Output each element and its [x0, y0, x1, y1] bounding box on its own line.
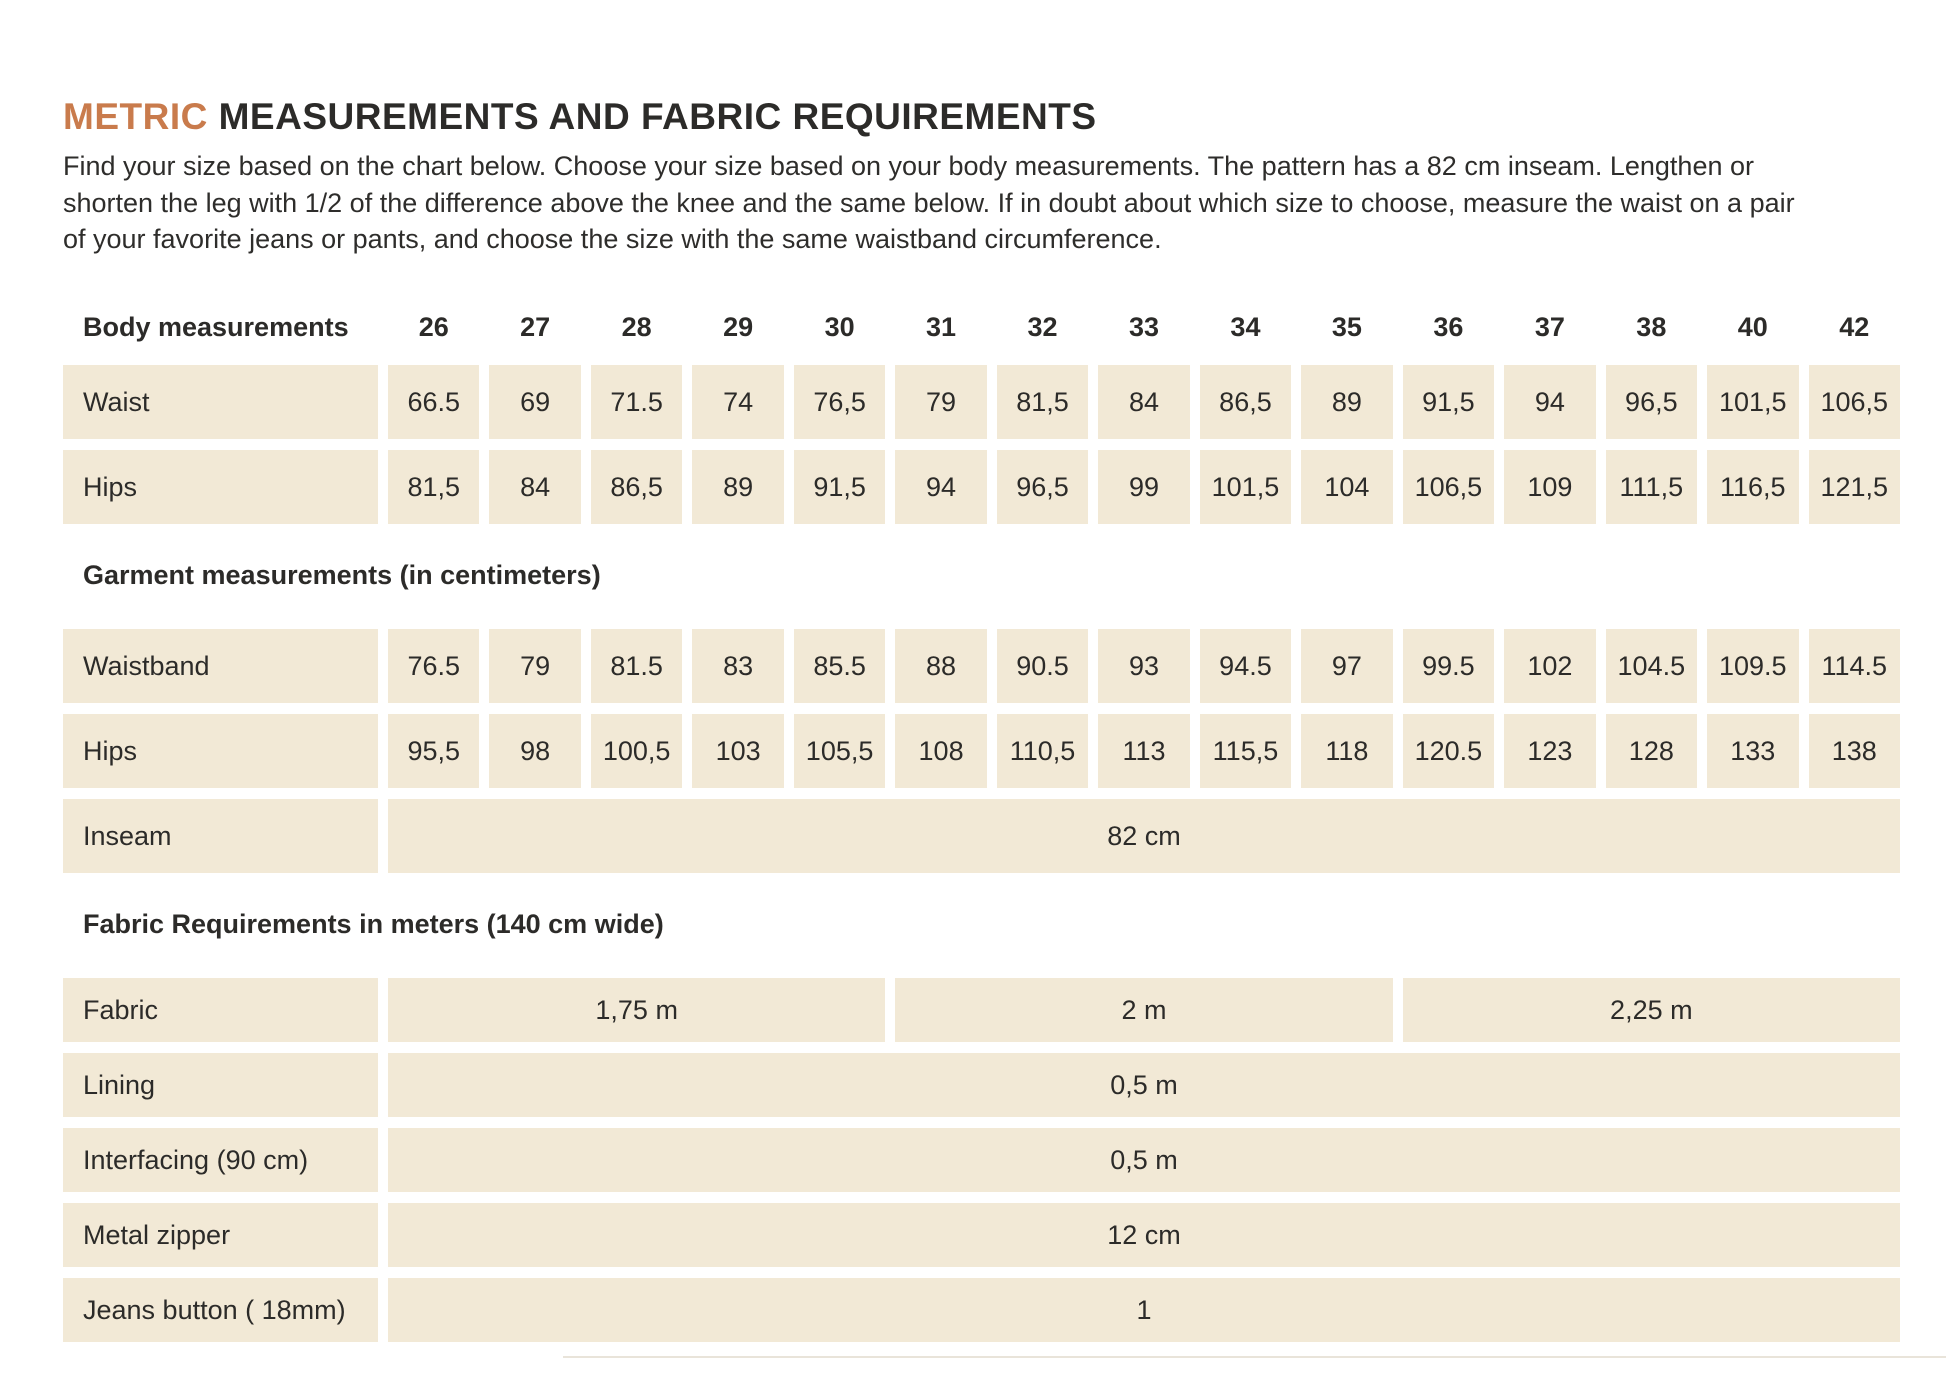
garment-hips-value-cell: 95,5	[388, 714, 479, 788]
size-column-header: 42	[1839, 312, 1870, 343]
hips-value-cell: 116,5	[1707, 450, 1798, 524]
garment-hips-value-cell: 100,5	[591, 714, 682, 788]
garment-hips-value-cell: 110,5	[997, 714, 1088, 788]
hips-row-label: Hips	[63, 450, 378, 524]
garment-measurements-heading: Garment measurements (in centimeters)	[83, 560, 601, 591]
hips-row	[63, 450, 1900, 524]
size-column-header: 35	[1331, 312, 1362, 343]
garment-hips-value-cell: 115,5	[1200, 714, 1291, 788]
body-measurement-rows	[63, 365, 1900, 524]
size-column-header: 36	[1433, 312, 1464, 343]
garment-hips-value-cell: 138	[1809, 714, 1900, 788]
waist-value-cell: 81,5	[997, 365, 1088, 439]
size-column-header: 32	[1027, 312, 1058, 343]
waist-value-cell: 96,5	[1606, 365, 1697, 439]
jeans-button-value-cell: 1	[388, 1278, 1900, 1342]
page-title-accent: METRIC	[63, 96, 208, 137]
hips-value-cell: 96,5	[997, 450, 1088, 524]
body-measurements-header: Body measurements	[83, 312, 349, 343]
size-column-header: 28	[621, 312, 652, 343]
hips-value-cell: 104	[1301, 450, 1392, 524]
size-column-header: 40	[1737, 312, 1768, 343]
garment-hips-row	[63, 714, 1900, 788]
waist-value-cell: 79	[895, 365, 986, 439]
metal-zipper-value-cell: 12 cm	[388, 1203, 1900, 1267]
hips-value-cell: 94	[895, 450, 986, 524]
garment-hips-value-cell: 103	[692, 714, 783, 788]
size-column-header: 26	[418, 312, 449, 343]
waist-value-cell: 66.5	[388, 365, 479, 439]
waistband-value-cell: 81.5	[591, 629, 682, 703]
waist-value-cell: 89	[1301, 365, 1392, 439]
fabric-row-label: Fabric	[63, 978, 378, 1042]
garment-hips-value-cell: 128	[1606, 714, 1697, 788]
garment-measurement-rows	[63, 629, 1900, 873]
size-header-row	[63, 312, 1900, 343]
fabric-requirements-heading: Fabric Requirements in meters (140 cm wide)	[83, 909, 664, 940]
hips-value-cell: 109	[1504, 450, 1595, 524]
fabric-row	[63, 978, 1900, 1042]
lining-value-cell: 0,5 m	[388, 1053, 1900, 1117]
fabric-amount-cell: 2,25 m	[1403, 978, 1900, 1042]
inseam-row-label: Inseam	[63, 799, 378, 873]
garment-hips-value-cell: 108	[895, 714, 986, 788]
waist-value-cell: 74	[692, 365, 783, 439]
waist-row	[63, 365, 1900, 439]
waistband-value-cell: 97	[1301, 629, 1392, 703]
waistband-value-cell: 79	[489, 629, 580, 703]
interfacing-row	[63, 1128, 1900, 1192]
garment-hips-value-cell: 98	[489, 714, 580, 788]
interfacing-row-label: Interfacing (90 cm)	[63, 1128, 378, 1192]
waist-value-cell: 94	[1504, 365, 1595, 439]
hips-value-cell: 101,5	[1200, 450, 1291, 524]
size-column-header: 37	[1534, 312, 1565, 343]
waistband-value-cell: 88	[895, 629, 986, 703]
waistband-row	[63, 629, 1900, 703]
garment-hips-value-cell: 123	[1504, 714, 1595, 788]
hips-value-cell: 81,5	[388, 450, 479, 524]
garment-hips-value-cell: 113	[1098, 714, 1189, 788]
garment-hips-value-cell: 105,5	[794, 714, 885, 788]
interfacing-value-cell: 0,5 m	[388, 1128, 1900, 1192]
hips-value-cell: 111,5	[1606, 450, 1697, 524]
metal-zipper-row	[63, 1203, 1900, 1267]
garment-hips-value-cell: 133	[1707, 714, 1798, 788]
fabric-requirement-rows	[63, 978, 1900, 1342]
waistband-value-cell: 76.5	[388, 629, 479, 703]
hips-value-cell: 91,5	[794, 450, 885, 524]
hips-value-cell: 89	[692, 450, 783, 524]
waistband-value-cell: 85.5	[794, 629, 885, 703]
bottom-divider	[563, 1356, 1946, 1358]
size-chart	[63, 312, 1900, 1358]
jeans-button-row	[63, 1278, 1900, 1342]
waistband-value-cell: 94.5	[1200, 629, 1291, 703]
waist-value-cell: 106,5	[1809, 365, 1900, 439]
waistband-value-cell: 93	[1098, 629, 1189, 703]
waistband-value-cell: 109.5	[1707, 629, 1798, 703]
garment-hips-value-cell: 118	[1301, 714, 1392, 788]
size-column-header: 34	[1230, 312, 1261, 343]
lining-row-label: Lining	[63, 1053, 378, 1117]
fabric-amount-cell: 2 m	[895, 978, 1392, 1042]
size-column-header: 33	[1128, 312, 1160, 343]
page-title	[63, 96, 1900, 138]
hips-value-cell: 99	[1098, 450, 1189, 524]
fabric-amount-cell: 1,75 m	[388, 978, 885, 1042]
waistband-value-cell: 102	[1504, 629, 1595, 703]
jeans-button-row-label: Jeans button ( 18mm)	[63, 1278, 378, 1342]
metal-zipper-row-label: Metal zipper	[63, 1203, 378, 1267]
waistband-value-cell: 104.5	[1606, 629, 1697, 703]
page-title-rest: MEASUREMENTS AND FABRIC REQUIREMENTS	[207, 96, 1097, 137]
hips-value-cell: 86,5	[591, 450, 682, 524]
waist-value-cell: 69	[489, 365, 580, 439]
waist-value-cell: 71.5	[591, 365, 682, 439]
waistband-row-label: Waistband	[63, 629, 378, 703]
size-column-header: 29	[723, 312, 754, 343]
waist-value-cell: 84	[1098, 365, 1189, 439]
waist-value-cell: 101,5	[1707, 365, 1798, 439]
inseam-value-cell: 82 cm	[388, 799, 1900, 873]
hips-value-cell: 121,5	[1809, 450, 1900, 524]
hips-value-cell: 84	[489, 450, 580, 524]
waistband-value-cell: 114.5	[1809, 629, 1900, 703]
inseam-row	[63, 799, 1900, 873]
waistband-value-cell: 99.5	[1403, 629, 1494, 703]
size-column-header: 30	[824, 312, 855, 343]
waistband-value-cell: 83	[692, 629, 783, 703]
waist-value-cell: 76,5	[794, 365, 885, 439]
intro-paragraph: Find your size based on the chart below. Choose your size based on your body measurements. The pattern has a 82 cm inseam. Lengthen or shorten the leg with 1/2 of the difference above the knee and the same below. If in doubt about which size to choose, measure the waist on a pair of your favorite jeans or pants, and choose the size with the same waistband circumference.	[63, 151, 1795, 255]
lining-row	[63, 1053, 1900, 1117]
hips-value-cell: 106,5	[1403, 450, 1494, 524]
waist-row-label: Waist	[63, 365, 378, 439]
garment-hips-row-label: Hips	[63, 714, 378, 788]
size-column-header: 31	[926, 312, 957, 343]
size-column-header: 38	[1636, 312, 1667, 343]
garment-hips-value-cell: 120.5	[1403, 714, 1494, 788]
waist-value-cell: 91,5	[1403, 365, 1494, 439]
waistband-value-cell: 90.5	[997, 629, 1088, 703]
size-column-header: 27	[520, 312, 551, 343]
waist-value-cell: 86,5	[1200, 365, 1291, 439]
